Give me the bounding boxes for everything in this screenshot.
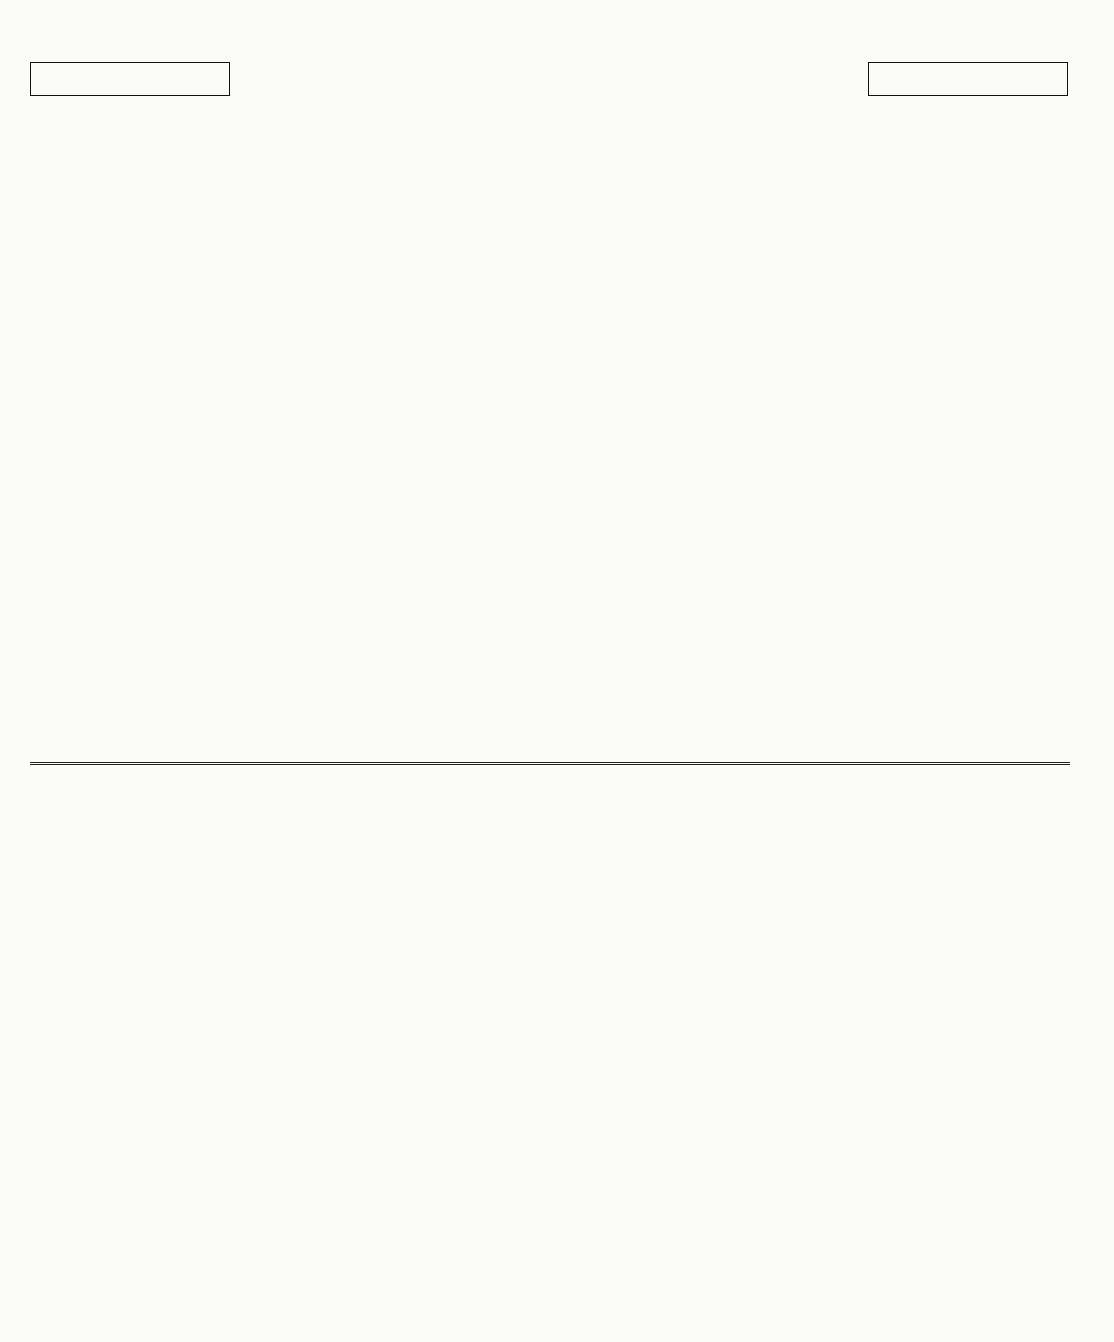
weather-forecast-box-left [30,62,230,96]
commercial-stations-section [30,112,1070,758]
page-footer [30,1298,1070,1322]
page-header [30,60,1070,100]
national-stations-section [30,770,1070,1290]
listener-page [30,60,1070,1300]
weather-forecast-box-right [868,62,1068,96]
section-divider [30,762,1070,765]
